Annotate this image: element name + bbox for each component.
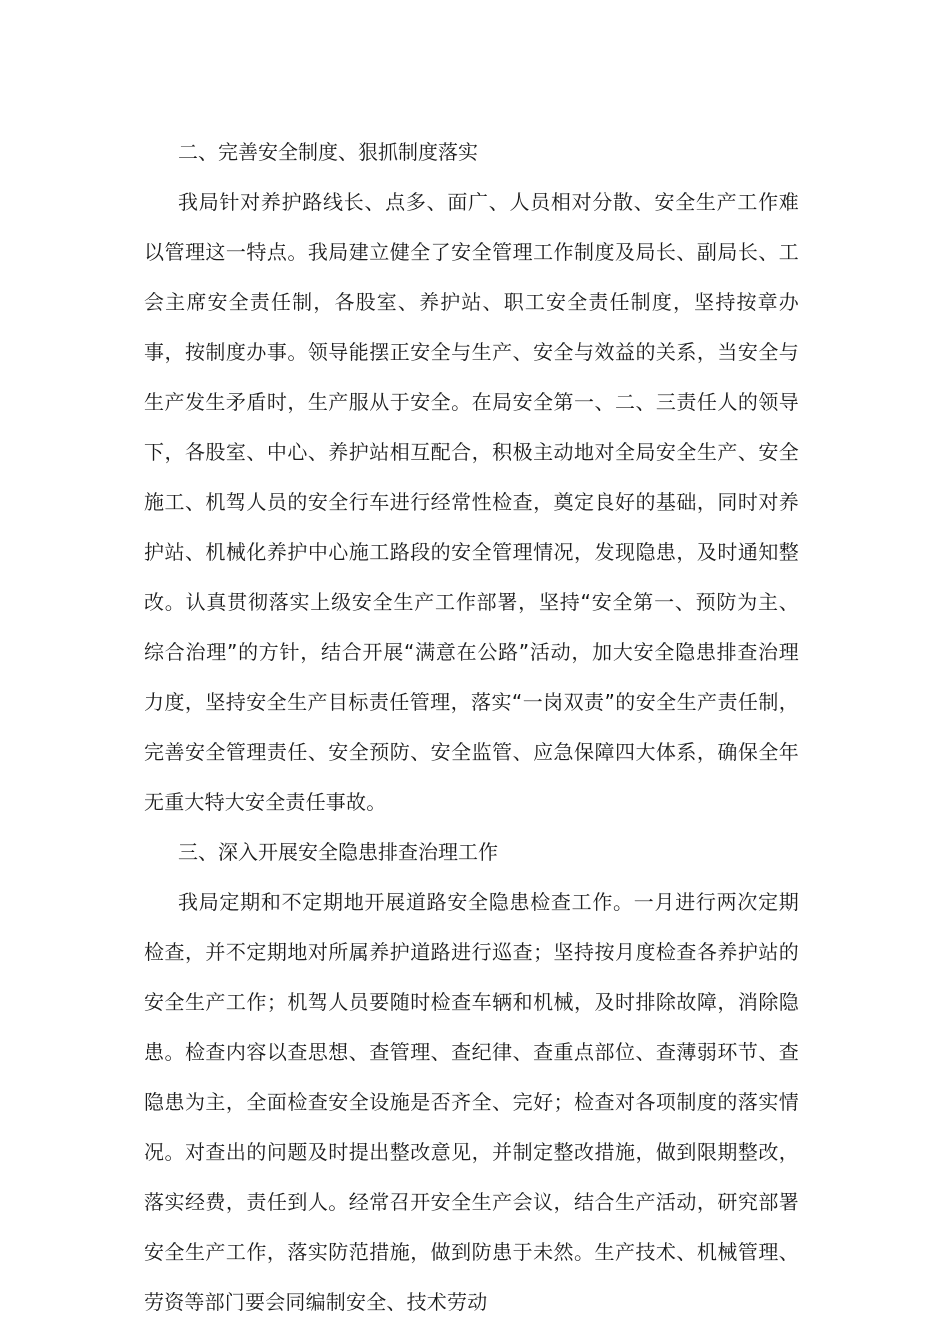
section-paragraph-2: 我局针对养护路线长、点多、面广、人员相对分散、安全生产工作难以管理这一特点。我局建立健全了安全管理工作制度及局长、副局长、工会主席安全责任制，各股室、养护站、职工安全责任制度，坚持按章办事，按制度办事。领导能摆正安全与生产、安全与效益的关系，当安全与生产发生矛盾时，生产服从于安全。在局安全第一、二、三责任人的领导下，各股室、中心、养护站相互配合，积极主动地对全局安全生产、安全施工、机驾人员的安全行车进行经常性检查，奠定良好的基础，同时对养护站、机械化养护中心施工路段的安全管理情况，发现隐患，及时通知整改。认真贯彻落实上级安全生产工作部署，坚持“安全第一、预防为主、综合治理”的方针，结合开展“满意在公路”活动，加大安全隐患排查治理力度，坚持安全生产目标责任管理，落实“一岗双责”的安全生产责任制，完善安全管理责任、安全预防、安全监管、应急保障四大体系，确保全年无重大特大安全责任事故。 [144,190,799,814]
section-heading-2: 二、完善安全制度、狠抓制度落实 [178,140,478,164]
section-heading-3: 三、深入开展安全隐患排查治理工作 [178,840,498,864]
document-body [144,127,799,1327]
section-paragraph-3: 我局定期和不定期地开展道路安全隐患检查工作。一月进行两次定期检查，并不定期地对所属养护道路进行巡查；坚持按月度检查各养护站的安全生产工作；机驾人员要随时检查车辆和机械，及时排除故障，消除隐患。检查内容以查思想、查管理、查纪律、查重点部位、查薄弱环节、查隐患为主，全面检查安全设施是否齐全、完好；检查对各项制度的落实情况。对查出的问题及时提出整改意见，并制定整改措施，做到限期整改，落实经费，责任到人。经常召开安全生产会议，结合生产活动，研究部署安全生产工作，落实防范措施，做到防患于未然。生产技术、机械管理、劳资等部门要会同编制安全、技术劳动 [144,890,799,1314]
